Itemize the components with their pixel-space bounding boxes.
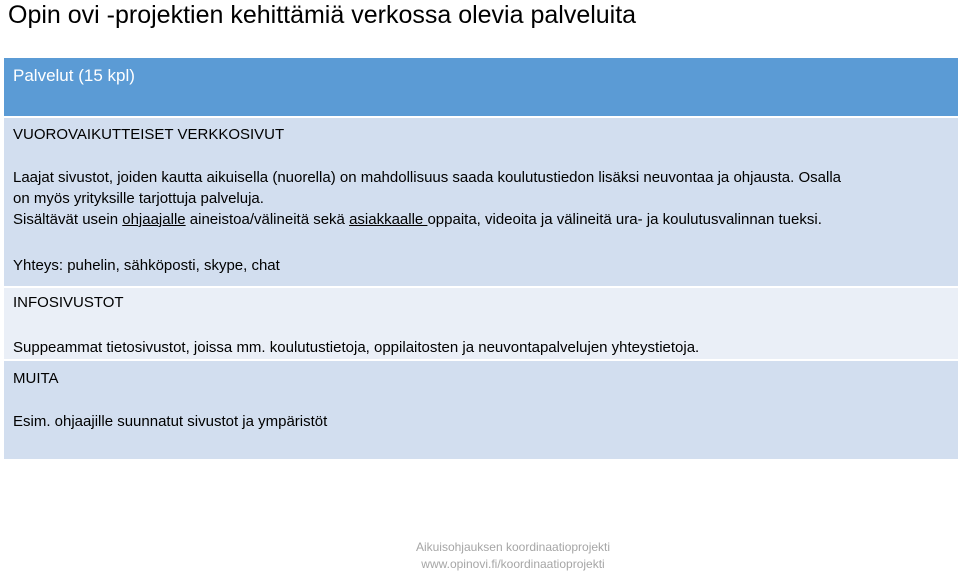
info-description: Suppeammat tietosivustot, joissa mm. koulutustietoja, oppilaitosten ja neuvontapalvelujen yhteystietoja. <box>13 339 700 356</box>
table-header-row <box>4 58 958 116</box>
interactive-description-line2: on myös yrityksille tarjottuja palveluja. <box>13 190 264 207</box>
section-heading-info: INFOSIVUSTOT <box>13 294 124 311</box>
section-heading-interactive: VUOROVAIKUTTEISET VERKKOSIVUT <box>13 126 285 143</box>
section-interactive-websites <box>4 118 958 286</box>
slide-title: Opin ovi -projektien kehittämiä verkossa olevia palveluita <box>8 1 637 29</box>
interactive-description-line1: Laajat sivustot, joiden kautta aikuisella (nuorella) on mahdollisuus saada koulutustiedon lisäksi neuvontaa ja ohjausta. Osalla <box>13 169 842 186</box>
interactive-text-part: aineistoa/välineitä sekä <box>185 211 350 228</box>
services-table <box>4 58 958 459</box>
interactive-description-line3 <box>13 209 822 230</box>
footer-url: www.opinovi.fi/koordinaatioprojekti <box>421 557 605 571</box>
footer-project-name: Aikuisohjauksen koordinaatioprojekti <box>415 540 611 554</box>
table-header-label: Palvelut (15 kpl) <box>13 66 135 85</box>
interactive-text-part: Sisältävät usein <box>13 211 123 228</box>
interactive-text-part: oppaita, videoita ja välineitä ura- ja koulutusvalinnan tueksi. <box>427 211 822 228</box>
section-heading-other: MUITA <box>13 370 59 387</box>
underlined-word-client: asiakkaalle <box>349 211 428 228</box>
interactive-contacts: Yhteys: puhelin, sähköposti, skype, chat <box>13 257 280 274</box>
other-description: Esim. ohjaajille suunnatut sivustot ja ympäristöt <box>13 413 328 430</box>
underlined-word-counselor: ohjaajalle <box>122 211 186 228</box>
section-info-sites <box>4 288 958 359</box>
section-other <box>4 361 958 459</box>
